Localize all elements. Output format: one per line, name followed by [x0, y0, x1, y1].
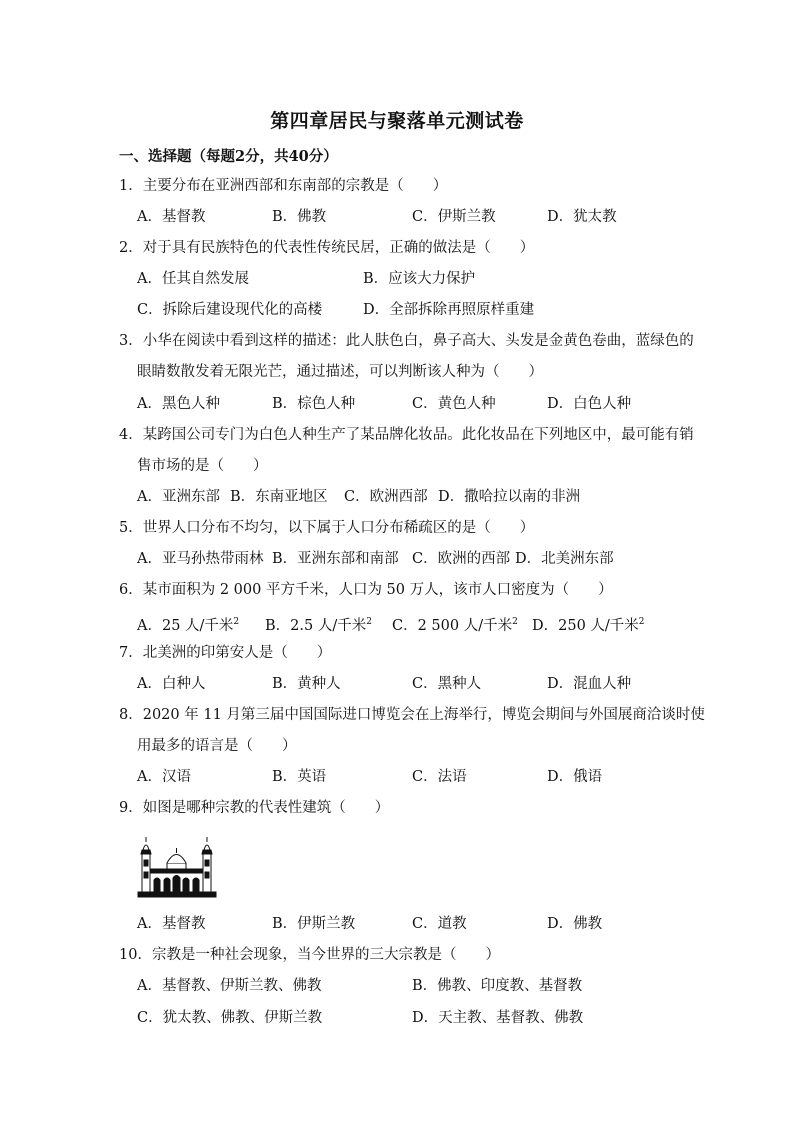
q7-option-c: C．黑种人 [412, 676, 482, 692]
q2-option-b: B．应该大力保护 [363, 271, 476, 287]
q10-option-a: A．基督教、伊斯兰教、佛教 [137, 978, 322, 994]
q6-option-b: B．2.5 人/千米$^2$ [265, 617, 372, 634]
superscript-2: 2 [366, 617, 372, 627]
q9-option-b: B．伊斯兰教 [272, 916, 356, 932]
q5-option-a: A．亚马孙热带雨林 [137, 551, 264, 567]
q9-option-a: A．基督教 [137, 916, 206, 932]
q1-option-a: A．基督教 [137, 209, 206, 225]
question-5-stem: 5．世界人口分布不均匀，以下属于人口分布稀疏区的是（ ） [119, 520, 535, 536]
question-6-stem: 6．某市面积为 2 000 平方千米，人口为 50 万人，该市人口密度为（ ） [119, 582, 613, 598]
mosque-illustration [137, 834, 217, 898]
question-2-stem: 2．对于具有民族特色的代表性传统民居，正确的做法是（ ） [119, 240, 535, 256]
question-8-stem-line-1: 8．2020 年 11 月第三届中国国际进口博览会在上海举行，博览会期间与外国展商洽谈时使 [119, 707, 705, 723]
q5-option-d: D．北美洲东部 [515, 551, 614, 567]
q9-option-c: C．道教 [412, 916, 467, 932]
q8-option-d: D．俄语 [547, 769, 603, 785]
q4-option-d: D．撒哈拉以南的非洲 [438, 489, 581, 505]
q3-option-c: C．黄色人种 [412, 396, 496, 412]
q7-option-d: D．混血人种 [547, 676, 632, 692]
q6-option-d: D．250 人/千米$^2$ [532, 617, 645, 634]
q2-option-d: D．全部拆除再照原样重建 [363, 302, 535, 318]
q8-option-b: B．英语 [272, 769, 327, 785]
question-3-stem-line-2: 眼睛数散发着无限光芒，通过描述，可以判断该人种为（ ） [137, 364, 543, 380]
q10-option-b: B．佛教、印度教、基督教 [412, 978, 583, 994]
q1-option-c: C．伊斯兰教 [412, 209, 496, 225]
superscript-2: 2 [512, 617, 518, 627]
q6-option-c: C．2 500 人/千米$^2$ [392, 617, 518, 634]
q5-option-b: B．亚洲东部和南部 [272, 551, 399, 567]
q4-option-a: A．亚洲东部 [137, 489, 220, 505]
q3-option-d: D．白色人种 [547, 396, 632, 412]
q3-option-b: B．棕色人种 [272, 396, 356, 412]
q10-option-d: D．天主教、基督教、佛教 [412, 1010, 584, 1026]
q8-option-a: A．汉语 [137, 769, 191, 785]
superscript-2: 2 [233, 617, 240, 627]
q7-option-b: B．黄种人 [272, 676, 341, 692]
question-7-stem: 7．北美洲的印第安人是（ ） [119, 645, 332, 661]
q2-option-c: C．拆除后建设现代化的高楼 [137, 302, 323, 318]
q6-option-a: A．25 人/千米$^2$ [137, 617, 240, 634]
question-4-stem-line-2: 售市场的是（ ） [137, 458, 268, 474]
question-9-stem: 9．如图是哪种宗教的代表性建筑（ ） [119, 800, 390, 816]
q9-option-d: D．佛教 [547, 916, 603, 932]
question-10-stem: 10．宗教是一种社会现象，当今世界的三大宗教是（ ） [119, 947, 500, 963]
superscript-2: 2 [638, 617, 645, 627]
q8-option-c: C．法语 [412, 769, 467, 785]
page-title: 第四章居民与聚落单元测试卷 [270, 110, 524, 132]
question-8-stem-line-2: 用最多的语言是（ ） [137, 738, 297, 754]
q1-option-b: B．佛教 [272, 209, 327, 225]
q4-option-c: C．欧洲西部 [344, 489, 428, 505]
q2-option-a: A．任其自然发展 [137, 271, 249, 287]
section-heading: 一、选择题（每题2分，共40分） [119, 148, 338, 165]
question-3-stem-line-1: 3．小华在阅读中看到这样的描述：此人肤色白，鼻子高大、头发是金黄色卷曲，蓝绿色的 [119, 333, 694, 349]
q4-option-b: B．东南亚地区 [230, 489, 328, 505]
q7-option-a: A．白种人 [137, 676, 206, 692]
q3-option-a: A．黑色人种 [137, 396, 220, 412]
q1-option-d: D．犹太教 [547, 209, 617, 225]
q5-option-c: C．欧洲的西部 [412, 551, 511, 567]
question-1-stem: 1．主要分布在亚洲西部和东南部的宗教是（ ） [119, 178, 448, 194]
question-4-stem-line-1: 4．某跨国公司专门为白色人种生产了某品牌化妆品。此化妆品在下列地区中，最可能有销 [119, 427, 694, 443]
q10-option-c: C．犹太教、佛教、伊斯兰教 [137, 1010, 323, 1026]
